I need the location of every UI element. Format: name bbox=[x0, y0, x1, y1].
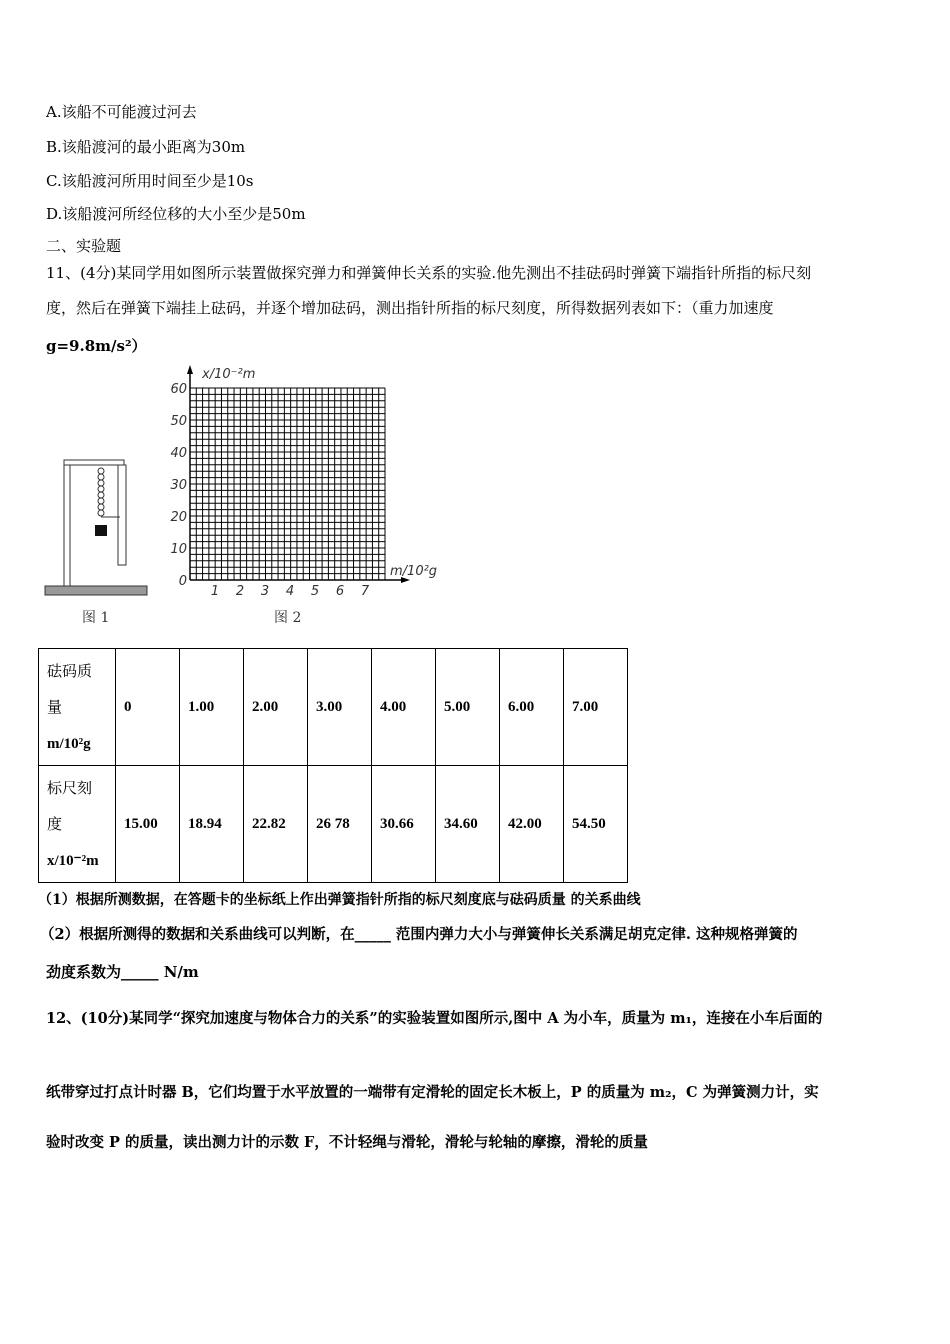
y-axis-label: x/10⁻²m bbox=[202, 367, 256, 382]
fig1-caption: 图 1 bbox=[82, 610, 110, 626]
y-tick-label: 60 bbox=[170, 382, 187, 397]
cell: 54.50 bbox=[564, 766, 628, 883]
cell: 30.66 bbox=[372, 766, 436, 883]
y-tick-label: 10 bbox=[170, 542, 187, 557]
cell: 42.00 bbox=[500, 766, 564, 883]
option-c: C.该船渡河所用时间至少是10s bbox=[46, 172, 254, 190]
spring-apparatus-figure bbox=[40, 455, 155, 600]
sub-question-1: （1）根据所测数据，在答题卡的坐标纸上作出弹簧指针所指的标尺刻度底与砝码质量 的关系曲线 bbox=[38, 892, 641, 908]
data-table bbox=[38, 648, 628, 883]
q11-line1: 11、(4分)某同学用如图所示装置做探究弹力和弹簧伸长关系的实验.他先测出不挂砝码时弹簧下端指针所指的标尺刻 bbox=[46, 264, 812, 282]
coordinate-grid-figure bbox=[160, 362, 450, 602]
q12-line3: 验时改变 P 的质量，读出测力计的示数 F，不计轻绳与滑轮，滑轮与轮轴的摩擦，滑轮的质量 bbox=[46, 1134, 648, 1151]
cell: 0 bbox=[116, 649, 180, 766]
y-axis-arrow-icon bbox=[187, 365, 193, 374]
x-tick-label: 4 bbox=[285, 584, 295, 599]
sub-question-2b: 劲度系数为_____ N/m bbox=[46, 963, 199, 981]
q11-line3: g=9.8m/s²） bbox=[46, 337, 147, 355]
cell: 15.00 bbox=[116, 766, 180, 883]
row-header-scale: 标尺刻 度 x/10⁻²m bbox=[39, 766, 116, 883]
option-d: D.该船渡河所经位移的大小至少是50m bbox=[46, 205, 306, 223]
y-tick-label: 50 bbox=[170, 414, 187, 429]
x-tick-label: 3 bbox=[260, 584, 270, 599]
table-row-scale bbox=[39, 766, 628, 883]
section-heading: 二、实验题 bbox=[46, 237, 122, 255]
fig2-caption: 图 2 bbox=[274, 610, 302, 626]
x-tick-label: 5 bbox=[310, 584, 320, 599]
x-tick-label: 1 bbox=[210, 584, 220, 599]
cell: 3.00 bbox=[308, 649, 372, 766]
q12-line1: 12、(10分)某同学“探究加速度与物体合力的关系”的实验装置如图所示,图中 A 为小车，质量为 m₁，连接在小车后面的 bbox=[46, 1010, 823, 1027]
cell: 18.94 bbox=[180, 766, 244, 883]
cell: 26 78 bbox=[308, 766, 372, 883]
cell: 1.00 bbox=[180, 649, 244, 766]
y-tick-label: 40 bbox=[170, 446, 187, 461]
option-b: B.该船渡河的最小距离为30m bbox=[46, 138, 246, 156]
y-tick-label: 0 bbox=[178, 574, 187, 589]
cell: 6.00 bbox=[500, 649, 564, 766]
x-tick-label: 7 bbox=[360, 584, 370, 599]
row-header-mass: 砝码质 量 m/10²g bbox=[39, 649, 116, 766]
q12-line2: 纸带穿过打点计时器 B，它们均置于水平放置的一端带有定滑轮的固定长木板上，P 的质量为 m₂，C 为弹簧测力计，实 bbox=[46, 1084, 819, 1101]
y-tick-label: 20 bbox=[170, 510, 187, 525]
x-axis-label: m/10²g bbox=[390, 564, 438, 579]
y-tick-label: 30 bbox=[170, 478, 187, 493]
cell: 5.00 bbox=[436, 649, 500, 766]
cell: 2.00 bbox=[244, 649, 308, 766]
q11-line2: 度，然后在弹簧下端挂上砝码，并逐个增加砝码，测出指针所指的标尺刻度，所得数据列表如下：（重力加速度 bbox=[46, 299, 774, 317]
cell: 7.00 bbox=[564, 649, 628, 766]
x-tick-label: 2 bbox=[235, 584, 245, 599]
cell: 4.00 bbox=[372, 649, 436, 766]
cell: 22.82 bbox=[244, 766, 308, 883]
option-a: A.该船不可能渡过河去 bbox=[46, 103, 197, 121]
x-tick-label: 6 bbox=[335, 584, 345, 599]
table-row-mass bbox=[39, 649, 628, 766]
sub-question-2a: （2）根据所测得的数据和关系曲线可以判断，在_____ 范围内弹力大小与弹簧伸长关系满足胡克定律. 这种规格弹簧的 bbox=[40, 926, 798, 943]
cell: 34.60 bbox=[436, 766, 500, 883]
